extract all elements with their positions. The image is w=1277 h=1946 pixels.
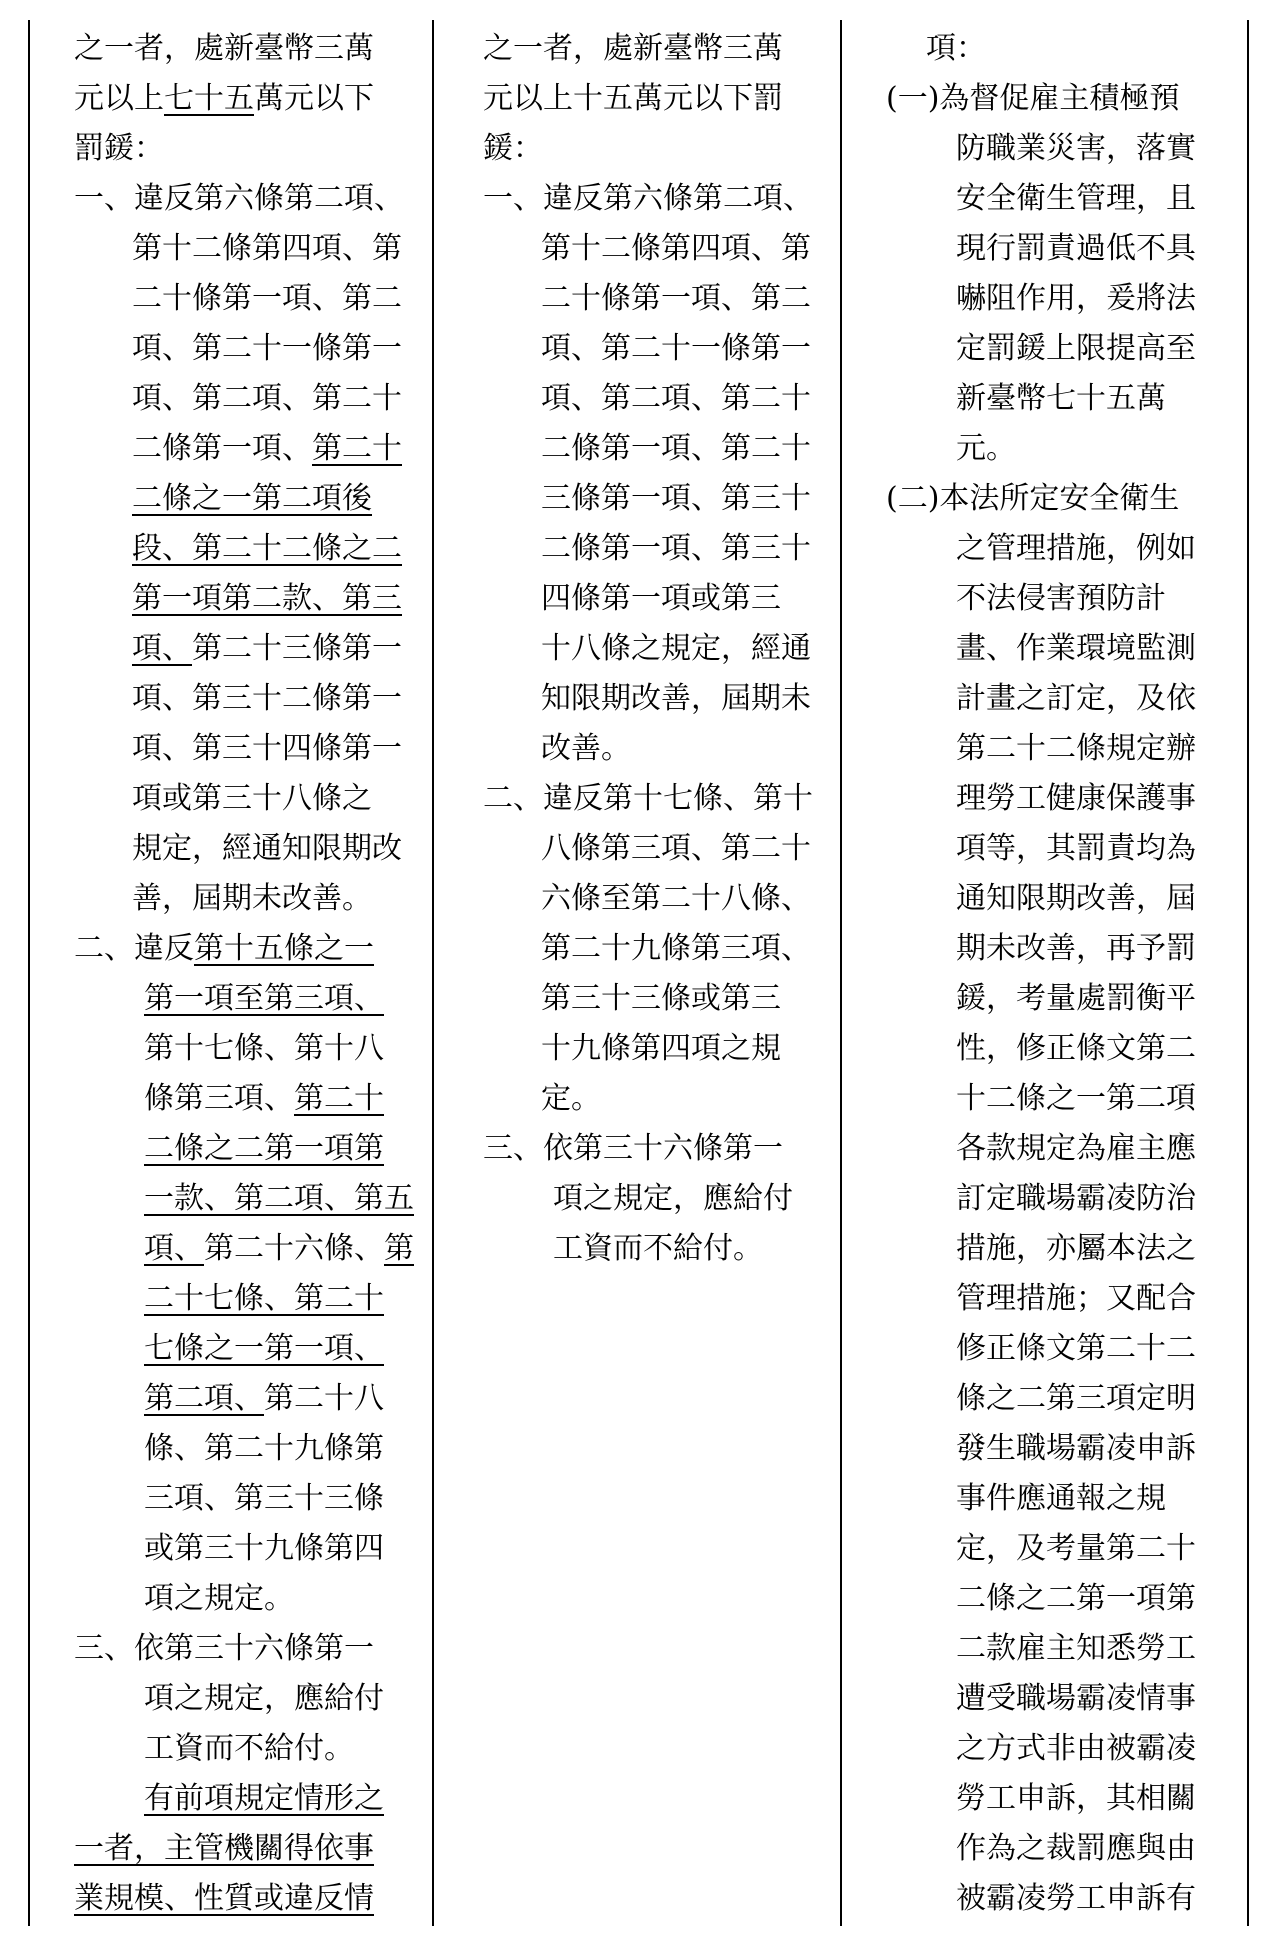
text-line [74,624,424,674]
text-segment: 通知限期改善，屆 [956,881,1196,916]
text-line [483,574,833,624]
text-line [74,774,424,824]
text-line [74,174,424,224]
text-line [886,674,1236,724]
text-line [74,1874,424,1924]
text-line [74,1474,424,1524]
text-segment: 遭受職場霸凌情事 [956,1681,1196,1716]
amended-text-underlined: 第二十 [312,431,402,466]
text-line [483,1224,833,1274]
text-segment: 條之二第三項定明 [956,1381,1196,1416]
text-segment: 二條第一項、第二十 [541,431,811,466]
text-segment: 或第三十九條第四 [144,1531,384,1566]
text-segment: 二、違反 [74,931,194,966]
text-segment: 第二十九條第三項、 [541,931,811,966]
text-line [886,1874,1236,1924]
text-segment: 四條第一項或第三 [541,581,781,616]
text-segment: 第三十三條或第三 [541,981,781,1016]
text-segment: 定。 [541,1081,601,1116]
text-line [74,824,424,874]
text-segment: 第二十六條、 [204,1231,384,1266]
text-segment: 八條第三項、第二十 [541,831,811,866]
amended-text-underlined: 項、 [144,1231,204,1266]
text-segment: 項、第二十一條第一 [541,331,811,366]
text-line [483,824,833,874]
text-segment: 改善。 [541,731,631,766]
text-segment: 工資而不給付。 [144,1731,354,1766]
text-line [74,474,424,524]
text-line [886,1674,1236,1724]
text-segment: 六條至第二十八條、 [541,881,811,916]
text-line [483,1074,833,1124]
text-segment: 項、第三十四條第一 [132,731,402,766]
text-line [886,274,1236,324]
text-segment: 三、依第三十六條第一 [483,1131,783,1166]
text-line [886,124,1236,174]
text-segment: 元以上 [74,81,164,116]
amended-text-underlined: 二十七條、第二十 [144,1281,384,1316]
text-segment: 二十條第一項、第二 [132,281,402,316]
text-segment: 項、第三十二條第一 [132,681,402,716]
text-segment: 二十條第一項、第二 [541,281,811,316]
text-line [74,374,424,424]
amended-text-underlined: 業規模、性質或違反情 [74,1881,374,1916]
text-line [74,1224,424,1274]
text-segment: 鍰，考量處罰衡平 [956,981,1196,1016]
text-segment: 工資而不給付。 [553,1231,763,1266]
text-line [483,1124,833,1174]
text-segment: 修正條文第二十二 [956,1331,1196,1366]
text-line [483,74,833,124]
text-segment: 項之規定，應給付 [144,1681,384,1716]
text-segment: 訂定職場霸凌防治 [956,1181,1196,1216]
text-line [886,1224,1236,1274]
amended-article-column [74,24,424,1924]
text-line [483,924,833,974]
text-segment: 新臺幣七十五萬 [956,381,1166,416]
text-segment: 一、違反第六條第二項、 [74,181,404,216]
text-segment: 項等，其罰責均為 [956,831,1196,866]
text-segment: 第十二條第四項、第 [132,231,402,266]
text-segment: 不法侵害預防計 [956,581,1166,616]
text-segment: 二條第一項、 [132,431,312,466]
table-divider-2 [840,20,842,1926]
text-line [74,1024,424,1074]
table-border-right [1247,20,1249,1926]
text-line [483,524,833,574]
text-line [886,724,1236,774]
text-segment: (一)為督促雇主積極預 [886,81,1180,116]
text-line [886,574,1236,624]
text-segment: 項或第三十八條之 [132,781,372,816]
text-line [74,1724,424,1774]
text-line [483,374,833,424]
text-line [74,274,424,324]
text-line [886,824,1236,874]
text-line [886,374,1236,424]
amended-text-underlined: 第 [384,1231,414,1266]
text-line [886,1624,1236,1674]
text-line [483,624,833,674]
text-segment: 項、第二項、第二十 [132,381,402,416]
text-line [886,874,1236,924]
text-line [74,74,424,124]
text-segment: 勞工申訴，其相關 [956,1781,1196,1816]
text-segment: 元。 [956,431,1016,466]
text-segment: 計畫之訂定，及依 [956,681,1196,716]
text-segment: 畫、作業環境監測 [956,631,1196,666]
text-segment: 十九條第四項之規 [541,1031,781,1066]
text-segment: 嚇阻作用，爰將法 [956,281,1196,316]
text-line [886,324,1236,374]
amended-text-underlined: 項、 [132,631,192,666]
text-line [886,24,1236,74]
text-line [886,1724,1236,1774]
text-line [886,524,1236,574]
text-line [886,924,1236,974]
text-segment: 十二條之一第二項 [956,1081,1196,1116]
text-line [74,424,424,474]
explanation-column [886,24,1236,1924]
text-line [886,1774,1236,1824]
text-line [74,1324,424,1374]
text-line [74,1074,424,1124]
text-line [74,324,424,374]
current-article-column [483,24,833,1274]
text-segment: 現行罰責過低不具 [956,231,1196,266]
text-line [74,874,424,924]
text-segment: 鍰： [483,131,543,166]
text-segment: 二條之二第一項第 [956,1581,1196,1616]
text-line [886,1824,1236,1874]
text-line [74,1524,424,1574]
text-segment: 之一者，處新臺幣三萬 [74,31,374,66]
text-line [886,624,1236,674]
text-line [886,1324,1236,1374]
text-line [74,1624,424,1674]
amended-text-underlined: 第二項、 [144,1381,264,1416]
amended-text-underlined: 第十五條之一 [194,931,374,966]
text-segment: 一、違反第六條第二項、 [483,181,813,216]
text-line [886,974,1236,1024]
text-segment: 二條第一項、第三十 [541,531,811,566]
text-line [483,1174,833,1224]
text-line [483,424,833,474]
text-line [74,724,424,774]
text-line [886,1424,1236,1474]
text-line [483,1024,833,1074]
text-line [74,24,424,74]
text-line [886,1174,1236,1224]
text-segment: 發生職場霸凌申訴 [956,1431,1196,1466]
text-line [886,174,1236,224]
text-segment: 三條第一項、第三十 [541,481,811,516]
text-segment: 措施，亦屬本法之 [956,1231,1196,1266]
text-segment: 管理措施；又配合 [956,1281,1196,1316]
text-line [74,1374,424,1424]
text-segment: 條第三項、 [144,1081,294,1116]
text-line [886,1374,1236,1424]
text-line [483,24,833,74]
text-line [886,224,1236,274]
amended-text-underlined: 七條之一第一項、 [144,1331,384,1366]
amended-text-underlined: 有前項規定情形之 [144,1781,384,1816]
text-line [74,1574,424,1624]
amended-text-underlined: 第一項第二款、第三 [132,581,402,616]
text-segment: 理勞工健康保護事 [956,781,1196,816]
text-segment: 二、違反第十七條、第十 [483,781,813,816]
text-segment: 防職業災害，落實 [956,131,1196,166]
text-segment: 三、依第三十六條第一 [74,1631,374,1666]
amended-text-underlined: 一者，主管機關得依事 [74,1831,374,1866]
text-line [483,674,833,724]
text-line [483,124,833,174]
text-line [74,574,424,624]
text-segment: 之方式非由被霸凌 [956,1731,1196,1766]
text-line [74,1674,424,1724]
text-segment: 第二十三條第一 [192,631,402,666]
text-segment: 被霸凌勞工申訴有 [956,1881,1196,1916]
amended-text-underlined: 第一項至第三項、 [144,981,384,1016]
text-segment: 十八條之規定，經通 [541,631,811,666]
text-segment: 定罰鍰上限提高至 [956,331,1196,366]
text-line [483,174,833,224]
text-line [886,74,1236,124]
amended-text-underlined: 二條之一第二項後 [132,481,372,516]
text-line [886,474,1236,524]
text-line [483,724,833,774]
text-line [886,1274,1236,1324]
text-line [74,1174,424,1224]
table-divider-1 [432,20,434,1926]
text-segment: 各款規定為雇主應 [956,1131,1196,1166]
text-line [74,1424,424,1474]
table-border-left [28,20,30,1926]
text-segment: 第十二條第四項、第 [541,231,811,266]
text-line [483,474,833,524]
text-segment: 之一者，處新臺幣三萬 [483,31,783,66]
text-line [74,1124,424,1174]
text-line [483,274,833,324]
text-segment: 作為之裁罰應與由 [956,1831,1196,1866]
text-segment: 三項、第三十三條 [144,1481,384,1516]
text-segment: 善，屆期未改善。 [132,881,372,916]
text-line [74,974,424,1024]
text-segment: 萬元以下 [254,81,374,116]
text-segment: 知限期改善，屆期未 [541,681,811,716]
amended-text-underlined: 二條之二第一項第 [144,1131,384,1166]
text-line [886,424,1236,474]
text-line [74,524,424,574]
text-line [74,124,424,174]
text-line [483,974,833,1024]
text-segment: 項、第二項、第二十 [541,381,811,416]
text-line [483,324,833,374]
text-line [886,774,1236,824]
text-line [483,774,833,824]
text-line [74,1824,424,1874]
amended-text-underlined: 七十五 [164,81,254,116]
text-line [886,1074,1236,1124]
text-segment: 二款雇主知悉勞工 [956,1631,1196,1666]
text-segment: 期未改善，再予罰 [956,931,1196,966]
text-line [886,1574,1236,1624]
text-line [886,1474,1236,1524]
text-line [74,674,424,724]
text-segment: 之管理措施，例如 [956,531,1196,566]
text-segment: 項： [926,31,986,66]
text-line [886,1024,1236,1074]
text-segment: 安全衛生管理，且 [956,181,1196,216]
text-line [74,224,424,274]
amended-text-underlined: 第二十 [294,1081,384,1116]
amended-text-underlined: 段、第二十二條之二 [132,531,402,566]
text-line [886,1524,1236,1574]
text-segment: 性，修正條文第二 [956,1031,1196,1066]
text-segment: 第二十二條規定辦 [956,731,1196,766]
text-segment: 第十七條、第十八 [144,1031,384,1066]
text-segment: 項之規定。 [144,1581,294,1616]
text-segment: (二)本法所定安全衛生 [886,481,1180,516]
text-segment: 定，及考量第二十 [956,1531,1196,1566]
text-segment: 罰鍰： [74,131,164,166]
text-segment: 事件應通報之規 [956,1481,1166,1516]
amended-text-underlined: 一款、第二項、第五 [144,1181,414,1216]
text-segment: 條、第二十九條第 [144,1431,384,1466]
text-segment: 規定，經通知限期改 [132,831,402,866]
text-line [483,874,833,924]
text-segment: 元以上十五萬元以下罰 [483,81,783,116]
text-line [74,1274,424,1324]
text-segment: 項之規定，應給付 [553,1181,793,1216]
text-line [74,1774,424,1824]
text-line [886,1124,1236,1174]
text-segment: 項、第二十一條第一 [132,331,402,366]
text-segment: 第二十八 [264,1381,384,1416]
text-line [74,924,424,974]
text-line [483,224,833,274]
